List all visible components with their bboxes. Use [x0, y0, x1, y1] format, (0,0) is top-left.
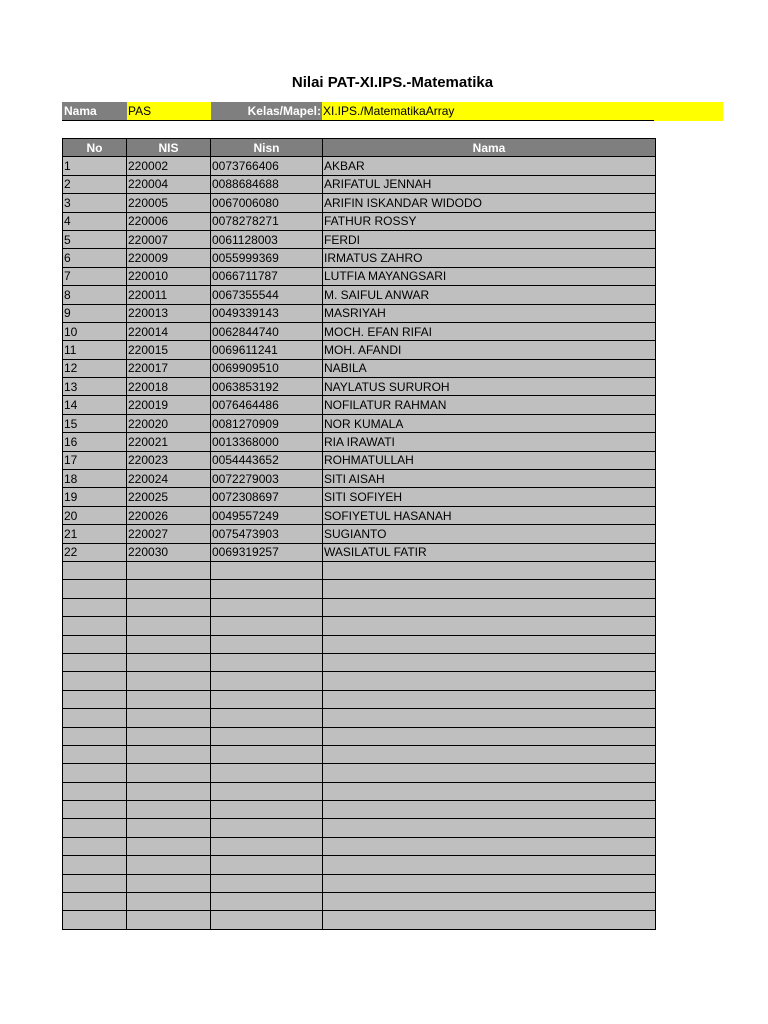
cell-no[interactable]: [63, 856, 127, 874]
empty-row: [63, 709, 656, 727]
cell-nama[interactable]: NOR KUMALA: [323, 414, 656, 432]
cell-nis[interactable]: 220004: [127, 175, 211, 193]
cell-nisn[interactable]: 0049339143: [211, 304, 323, 322]
empty-row: [63, 672, 656, 690]
table-row: [63, 341, 656, 359]
cell-nama[interactable]: [323, 635, 656, 653]
cell-nis[interactable]: 220020: [127, 414, 211, 432]
cell-nisn[interactable]: [211, 893, 323, 911]
cell-nis[interactable]: 220017: [127, 359, 211, 377]
cell-no[interactable]: [63, 580, 127, 598]
cell-no[interactable]: 19: [63, 488, 127, 506]
cell-nama[interactable]: IRMATUS ZAHRO: [323, 249, 656, 267]
table-header-row: [63, 139, 656, 157]
empty-row: [63, 819, 656, 837]
cell-nama[interactable]: NABILA: [323, 359, 656, 377]
cell-nis[interactable]: 220024: [127, 470, 211, 488]
cell-nis[interactable]: [127, 764, 211, 782]
cell-no[interactable]: 16: [63, 433, 127, 451]
table-row: [63, 267, 656, 285]
cell-nisn[interactable]: 0067355544: [211, 286, 323, 304]
cell-nisn[interactable]: 0088684688: [211, 175, 323, 193]
cell-no[interactable]: 1: [63, 157, 127, 175]
cell-nis[interactable]: 220002: [127, 157, 211, 175]
table-row: [63, 543, 656, 561]
cell-nisn[interactable]: 0062844740: [211, 322, 323, 340]
header-no: No: [63, 139, 127, 157]
nama-value-cell[interactable]: PAS: [127, 102, 211, 121]
table-row: [63, 414, 656, 432]
cell-no[interactable]: 10: [63, 322, 127, 340]
page-title: Nilai PAT-XI.IPS.-Matematika: [291, 74, 494, 91]
cell-nisn[interactable]: [211, 617, 323, 635]
cell-nama[interactable]: MASRIYAH: [323, 304, 656, 322]
cell-nis[interactable]: [127, 856, 211, 874]
cell-nisn[interactable]: 0061128003: [211, 230, 323, 248]
empty-row: [63, 598, 656, 616]
cell-nama[interactable]: SOFIYETUL HASANAH: [323, 506, 656, 524]
cell-nama[interactable]: ROHMATULLAH: [323, 451, 656, 469]
cell-nisn[interactable]: [211, 580, 323, 598]
cell-no[interactable]: [63, 801, 127, 819]
cell-nis[interactable]: [127, 617, 211, 635]
table-row: [63, 488, 656, 506]
cell-nis[interactable]: 220026: [127, 506, 211, 524]
cell-no[interactable]: [63, 617, 127, 635]
empty-row: [63, 727, 656, 745]
cell-nis[interactable]: 220011: [127, 286, 211, 304]
cell-nis[interactable]: 220023: [127, 451, 211, 469]
cell-no[interactable]: 3: [63, 194, 127, 212]
cell-nama[interactable]: SITI AISAH: [323, 470, 656, 488]
cell-nis[interactable]: [127, 893, 211, 911]
cell-nama[interactable]: AKBAR: [323, 157, 656, 175]
header-nisn: Nisn: [211, 139, 323, 157]
cell-nisn[interactable]: 0081270909: [211, 414, 323, 432]
cell-nama[interactable]: [323, 874, 656, 892]
cell-nis[interactable]: [127, 801, 211, 819]
cell-nisn[interactable]: 0049557249: [211, 506, 323, 524]
cell-nama[interactable]: ARIFATUL JENNAH: [323, 175, 656, 193]
table-row: [63, 525, 656, 543]
cell-nama[interactable]: NOFILATUR RAHMAN: [323, 396, 656, 414]
cell-no[interactable]: [63, 819, 127, 837]
empty-row: [63, 653, 656, 671]
cell-no[interactable]: [63, 635, 127, 653]
table-row: [63, 506, 656, 524]
cell-nama[interactable]: [323, 598, 656, 616]
nama-label: Nama: [62, 102, 127, 121]
cell-no[interactable]: [63, 764, 127, 782]
cell-nis[interactable]: 220009: [127, 249, 211, 267]
cell-nis[interactable]: 220018: [127, 378, 211, 396]
cell-nisn[interactable]: [211, 727, 323, 745]
cell-nisn[interactable]: 0055999369: [211, 249, 323, 267]
cell-nama[interactable]: [323, 653, 656, 671]
cell-no[interactable]: 17: [63, 451, 127, 469]
empty-row: [63, 801, 656, 819]
table-row: [63, 212, 656, 230]
cell-no[interactable]: 22: [63, 543, 127, 561]
info-bar: [62, 102, 723, 121]
cell-no[interactable]: [63, 911, 127, 929]
empty-row: [63, 837, 656, 855]
cell-nisn[interactable]: 0063853192: [211, 378, 323, 396]
cell-no[interactable]: [63, 727, 127, 745]
cell-no[interactable]: 9: [63, 304, 127, 322]
table-row: [63, 378, 656, 396]
cell-nisn[interactable]: 0073766406: [211, 157, 323, 175]
cell-nama[interactable]: SUGIANTO: [323, 525, 656, 543]
cell-no[interactable]: [63, 782, 127, 800]
cell-nisn[interactable]: [211, 709, 323, 727]
cell-nis[interactable]: 220007: [127, 230, 211, 248]
cell-nis[interactable]: 220014: [127, 322, 211, 340]
kelas-label: Kelas/Mapel:: [211, 102, 322, 121]
cell-nama[interactable]: [323, 709, 656, 727]
cell-nis[interactable]: [127, 727, 211, 745]
cell-nis[interactable]: 220005: [127, 194, 211, 212]
cell-no[interactable]: [63, 672, 127, 690]
cell-nama[interactable]: [323, 727, 656, 745]
cell-nama[interactable]: M. SAIFUL ANWAR: [323, 286, 656, 304]
table-row: [63, 470, 656, 488]
cell-nis[interactable]: 220013: [127, 304, 211, 322]
cell-nisn[interactable]: 0066711787: [211, 267, 323, 285]
cell-nama[interactable]: MOCH. EFAN RIFAI: [323, 322, 656, 340]
kelas-value-cell[interactable]: XI.IPS./MatematikaArray: [322, 102, 654, 121]
cell-no[interactable]: 8: [63, 286, 127, 304]
header-nama: Nama: [323, 139, 656, 157]
cell-nisn[interactable]: 0076464486: [211, 396, 323, 414]
cell-no[interactable]: 11: [63, 341, 127, 359]
cell-no[interactable]: [63, 874, 127, 892]
cell-nis[interactable]: [127, 635, 211, 653]
cell-no[interactable]: [63, 561, 127, 579]
table-row: [63, 304, 656, 322]
cell-nis[interactable]: [127, 874, 211, 892]
empty-row: [63, 745, 656, 763]
cell-no[interactable]: [63, 837, 127, 855]
highlight-extension: [654, 102, 723, 121]
cell-no[interactable]: 18: [63, 470, 127, 488]
empty-row: [63, 635, 656, 653]
cell-nis[interactable]: [127, 561, 211, 579]
cell-nis[interactable]: [127, 782, 211, 800]
table-row: [63, 230, 656, 248]
table-row: [63, 322, 656, 340]
cell-nis[interactable]: 220010: [127, 267, 211, 285]
cell-no[interactable]: [63, 745, 127, 763]
cell-no[interactable]: 5: [63, 230, 127, 248]
cell-nisn[interactable]: [211, 561, 323, 579]
cell-nis[interactable]: [127, 837, 211, 855]
cell-nisn[interactable]: 0067006080: [211, 194, 323, 212]
cell-nis[interactable]: 220027: [127, 525, 211, 543]
cell-nama[interactable]: MOH. AFANDI: [323, 341, 656, 359]
cell-nisn[interactable]: 0069319257: [211, 543, 323, 561]
cell-no[interactable]: [63, 893, 127, 911]
cell-nama[interactable]: FATHUR ROSSY: [323, 212, 656, 230]
cell-nisn[interactable]: [211, 598, 323, 616]
cell-nisn[interactable]: [211, 801, 323, 819]
empty-row: [63, 782, 656, 800]
cell-nisn[interactable]: [211, 672, 323, 690]
cell-no[interactable]: 12: [63, 359, 127, 377]
cell-nisn[interactable]: [211, 874, 323, 892]
cell-nis[interactable]: [127, 709, 211, 727]
cell-nisn[interactable]: [211, 856, 323, 874]
cell-no[interactable]: [63, 690, 127, 708]
cell-no[interactable]: 4: [63, 212, 127, 230]
empty-row: [63, 874, 656, 892]
cell-nisn[interactable]: [211, 782, 323, 800]
cell-no[interactable]: 2: [63, 175, 127, 193]
empty-row: [63, 580, 656, 598]
empty-row: [63, 911, 656, 929]
cell-no[interactable]: 20: [63, 506, 127, 524]
cell-nama[interactable]: [323, 893, 656, 911]
cell-nama[interactable]: FERDI: [323, 230, 656, 248]
cell-nisn[interactable]: 0078278271: [211, 212, 323, 230]
cell-nama[interactable]: SITI SOFIYEH: [323, 488, 656, 506]
cell-nisn[interactable]: [211, 764, 323, 782]
cell-nisn[interactable]: 0013368000: [211, 433, 323, 451]
cell-no[interactable]: 13: [63, 378, 127, 396]
table-row: [63, 451, 656, 469]
cell-nama[interactable]: [323, 837, 656, 855]
cell-nisn[interactable]: 0054443652: [211, 451, 323, 469]
empty-row: [63, 617, 656, 635]
student-table: [62, 138, 656, 930]
cell-nama[interactable]: ARIFIN ISKANDAR WIDODO: [323, 194, 656, 212]
cell-nis[interactable]: [127, 598, 211, 616]
cell-nama[interactable]: [323, 819, 656, 837]
cell-nisn[interactable]: [211, 745, 323, 763]
cell-nisn[interactable]: [211, 819, 323, 837]
table-row: [63, 175, 656, 193]
cell-nis[interactable]: [127, 819, 211, 837]
cell-nama[interactable]: RIA IRAWATI: [323, 433, 656, 451]
cell-nama[interactable]: [323, 690, 656, 708]
cell-no[interactable]: [63, 709, 127, 727]
cell-nisn[interactable]: 0072279003: [211, 470, 323, 488]
table-row: [63, 157, 656, 175]
cell-nis[interactable]: [127, 745, 211, 763]
cell-nisn[interactable]: [211, 837, 323, 855]
cell-nama[interactable]: [323, 617, 656, 635]
cell-nis[interactable]: 220021: [127, 433, 211, 451]
cell-no[interactable]: [63, 653, 127, 671]
cell-nis[interactable]: [127, 672, 211, 690]
cell-nisn[interactable]: [211, 690, 323, 708]
cell-nama[interactable]: [323, 580, 656, 598]
cell-no[interactable]: 14: [63, 396, 127, 414]
cell-nisn[interactable]: [211, 635, 323, 653]
empty-row: [63, 561, 656, 579]
table-row: [63, 249, 656, 267]
cell-nama[interactable]: [323, 911, 656, 929]
cell-nisn[interactable]: [211, 653, 323, 671]
cell-nis[interactable]: [127, 653, 211, 671]
empty-row: [63, 690, 656, 708]
cell-nisn[interactable]: 0069611241: [211, 341, 323, 359]
empty-row: [63, 764, 656, 782]
header-nis: NIS: [127, 139, 211, 157]
table-row: [63, 359, 656, 377]
cell-nis[interactable]: [127, 911, 211, 929]
cell-nama[interactable]: [323, 561, 656, 579]
cell-nis[interactable]: 220030: [127, 543, 211, 561]
cell-nisn[interactable]: 0072308697: [211, 488, 323, 506]
cell-no[interactable]: 7: [63, 267, 127, 285]
cell-nis[interactable]: 220006: [127, 212, 211, 230]
cell-nama[interactable]: [323, 672, 656, 690]
cell-nama[interactable]: [323, 782, 656, 800]
cell-nama[interactable]: LUTFIA MAYANGSARI: [323, 267, 656, 285]
cell-no[interactable]: 6: [63, 249, 127, 267]
cell-nisn[interactable]: 0075473903: [211, 525, 323, 543]
table-row: [63, 194, 656, 212]
table-row: [63, 433, 656, 451]
cell-nis[interactable]: [127, 580, 211, 598]
cell-nama[interactable]: [323, 764, 656, 782]
cell-nis[interactable]: 220025: [127, 488, 211, 506]
cell-nis[interactable]: [127, 690, 211, 708]
cell-no[interactable]: [63, 598, 127, 616]
empty-row: [63, 893, 656, 911]
cell-nama[interactable]: [323, 856, 656, 874]
cell-nama[interactable]: NAYLATUS SURUROH: [323, 378, 656, 396]
cell-nama[interactable]: [323, 745, 656, 763]
cell-nisn[interactable]: [211, 911, 323, 929]
table-row: [63, 396, 656, 414]
table-row: [63, 286, 656, 304]
cell-nis[interactable]: 220019: [127, 396, 211, 414]
cell-nis[interactable]: 220015: [127, 341, 211, 359]
empty-row: [63, 856, 656, 874]
cell-no[interactable]: 21: [63, 525, 127, 543]
cell-nama[interactable]: [323, 801, 656, 819]
cell-nisn[interactable]: 0069909510: [211, 359, 323, 377]
cell-no[interactable]: 15: [63, 414, 127, 432]
cell-nama[interactable]: WASILATUL FATIR: [323, 543, 656, 561]
